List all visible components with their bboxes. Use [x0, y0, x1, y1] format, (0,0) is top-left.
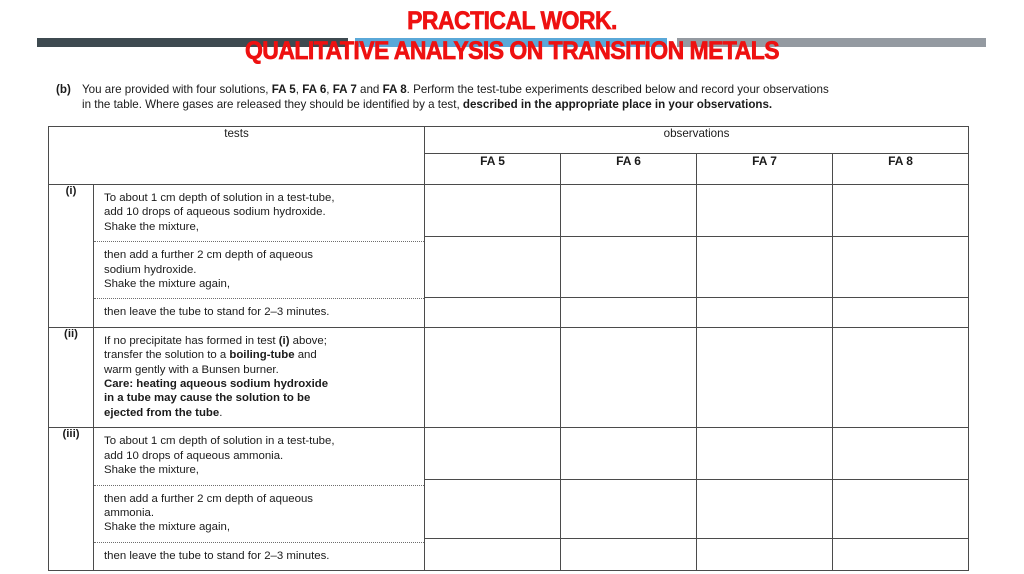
page-title-line-1: PRACTICAL WORK.	[407, 7, 617, 35]
observation-cell-fa5[interactable]	[425, 236, 561, 297]
test-instructions-cell	[94, 185, 425, 328]
column-header-observations: observations	[425, 127, 969, 154]
observation-cell-fa8[interactable]	[833, 480, 969, 538]
row-number-iii: (iii)	[49, 428, 94, 571]
observation-cell-fa8[interactable]	[833, 236, 969, 297]
intro-sep-3: and	[356, 83, 383, 96]
test-instructions-cell	[94, 428, 425, 571]
test-instruction-block	[94, 428, 424, 484]
intro-line-2-emphasis: described in the appropriate place in your observations.	[462, 98, 773, 112]
observation-cell-fa7[interactable]	[697, 327, 833, 427]
test-instruction-block	[94, 298, 424, 326]
intro-fa7: FA 7	[332, 83, 357, 96]
qualitative-analysis-table	[48, 126, 969, 571]
column-header-fa8: FA 8	[833, 154, 969, 185]
intro-part-label: (b)	[56, 83, 71, 96]
instruction-line: Shake the mixture,	[104, 464, 199, 477]
table-row	[49, 428, 969, 480]
instruction-line: then leave the tube to stand for 2–3 minutes.	[104, 306, 330, 319]
instruction-line: transfer the solution to a	[104, 349, 230, 362]
table-head	[49, 127, 969, 185]
instruction-line: then add a further 2 cm depth of aqueous	[104, 249, 313, 262]
observation-cell-fa5[interactable]	[425, 428, 561, 480]
observation-cell-fa5[interactable]	[425, 480, 561, 538]
instruction-line: add 10 drops of aqueous sodium hydroxide.	[104, 206, 326, 219]
instruction-emphasis: Care: heating aqueous sodium hydroxide	[104, 378, 329, 391]
observation-cell-fa8[interactable]	[833, 327, 969, 427]
intro-fa5: FA 5	[271, 83, 296, 96]
observation-cell-fa8[interactable]	[833, 538, 969, 570]
instruction-line: above;	[289, 334, 327, 347]
observation-cell-fa5[interactable]	[425, 538, 561, 570]
instruction-line: warm gently with a Bunsen burner.	[104, 363, 279, 376]
page-header	[0, 0, 1024, 72]
column-header-tests: tests	[49, 127, 425, 185]
instruction-line: To about 1 cm depth of solution in a test-tube,	[104, 192, 335, 204]
observation-cell-fa7[interactable]	[697, 185, 833, 237]
intro-fa8: FA 8	[382, 83, 407, 96]
column-header-fa5: FA 5	[425, 154, 561, 185]
instruction-emphasis: in a tube may cause the solution to be	[104, 392, 311, 405]
intro-fa6: FA 6	[302, 83, 327, 96]
instruction-emphasis: boiling-tube	[229, 349, 295, 362]
observation-cell-fa7[interactable]	[697, 480, 833, 538]
column-header-fa7: FA 7	[697, 154, 833, 185]
instruction-line: Shake the mixture,	[104, 220, 199, 233]
column-header-fa6: FA 6	[561, 154, 697, 185]
observation-cell-fa7[interactable]	[697, 297, 833, 327]
instruction-emphasis: ejected from the tube	[104, 406, 220, 419]
page-title-line-2: QUALITATIVE ANALYSIS ON TRANSITION METALS	[244, 37, 780, 65]
instruction-line: then add a further 2 cm depth of aqueous	[104, 492, 313, 505]
intro-paragraph	[56, 82, 986, 113]
observation-cell-fa6[interactable]	[561, 480, 697, 538]
instruction-emphasis: (i)	[278, 334, 290, 347]
observation-cell-fa6[interactable]	[561, 327, 697, 427]
observation-cell-fa7[interactable]	[697, 236, 833, 297]
intro-text-a: You are provided with four solutions,	[82, 83, 272, 96]
instruction-line: add 10 drops of aqueous ammonia.	[104, 449, 284, 462]
observation-cell-fa6[interactable]	[561, 297, 697, 327]
instruction-line: and	[294, 349, 317, 362]
observation-cell-fa6[interactable]	[561, 236, 697, 297]
observation-cell-fa7[interactable]	[697, 428, 833, 480]
intro-text-b: . Perform the test-tube experiments described below and record your observations	[406, 83, 829, 96]
instruction-line: ammonia.	[104, 506, 155, 519]
observation-cell-fa6[interactable]	[561, 538, 697, 570]
intro-line-2	[82, 97, 986, 112]
table-header-row-1	[49, 127, 969, 154]
test-instruction-block	[94, 542, 424, 570]
observation-cell-fa7[interactable]	[697, 538, 833, 570]
instruction-line: then leave the tube to stand for 2–3 minutes.	[104, 549, 330, 562]
observation-cell-fa8[interactable]	[833, 297, 969, 327]
table-row	[49, 327, 969, 427]
observation-cell-fa8[interactable]	[833, 185, 969, 237]
observation-cell-fa5[interactable]	[425, 327, 561, 427]
instruction-line: .	[219, 406, 223, 419]
instruction-line: sodium hydroxide.	[104, 263, 197, 276]
table-row	[49, 185, 969, 237]
intro-sep-2: ,	[326, 83, 333, 96]
table-body	[49, 185, 969, 571]
test-instructions-cell	[94, 327, 425, 427]
test-instruction-block	[94, 328, 424, 427]
instruction-line: Shake the mixture again,	[104, 278, 231, 291]
row-number-i: (i)	[49, 185, 94, 328]
test-instruction-block	[94, 241, 424, 298]
row-number-ii: (ii)	[49, 327, 94, 427]
observation-cell-fa5[interactable]	[425, 297, 561, 327]
intro-line-2-text: in the table. Where gases are released they should be identified by a test,	[82, 98, 463, 112]
test-instruction-block	[94, 485, 424, 542]
observation-cell-fa8[interactable]	[833, 428, 969, 480]
test-instruction-block	[94, 185, 424, 241]
instruction-line: To about 1 cm depth of solution in a test-tube,	[104, 435, 335, 448]
instruction-line: Shake the mixture again,	[104, 521, 231, 534]
observation-cell-fa6[interactable]	[561, 428, 697, 480]
instruction-line: If no precipitate has formed in test	[104, 334, 279, 347]
intro-text	[82, 83, 829, 96]
observation-cell-fa5[interactable]	[425, 185, 561, 237]
intro-sep-1: ,	[295, 83, 303, 96]
observation-cell-fa6[interactable]	[561, 185, 697, 237]
